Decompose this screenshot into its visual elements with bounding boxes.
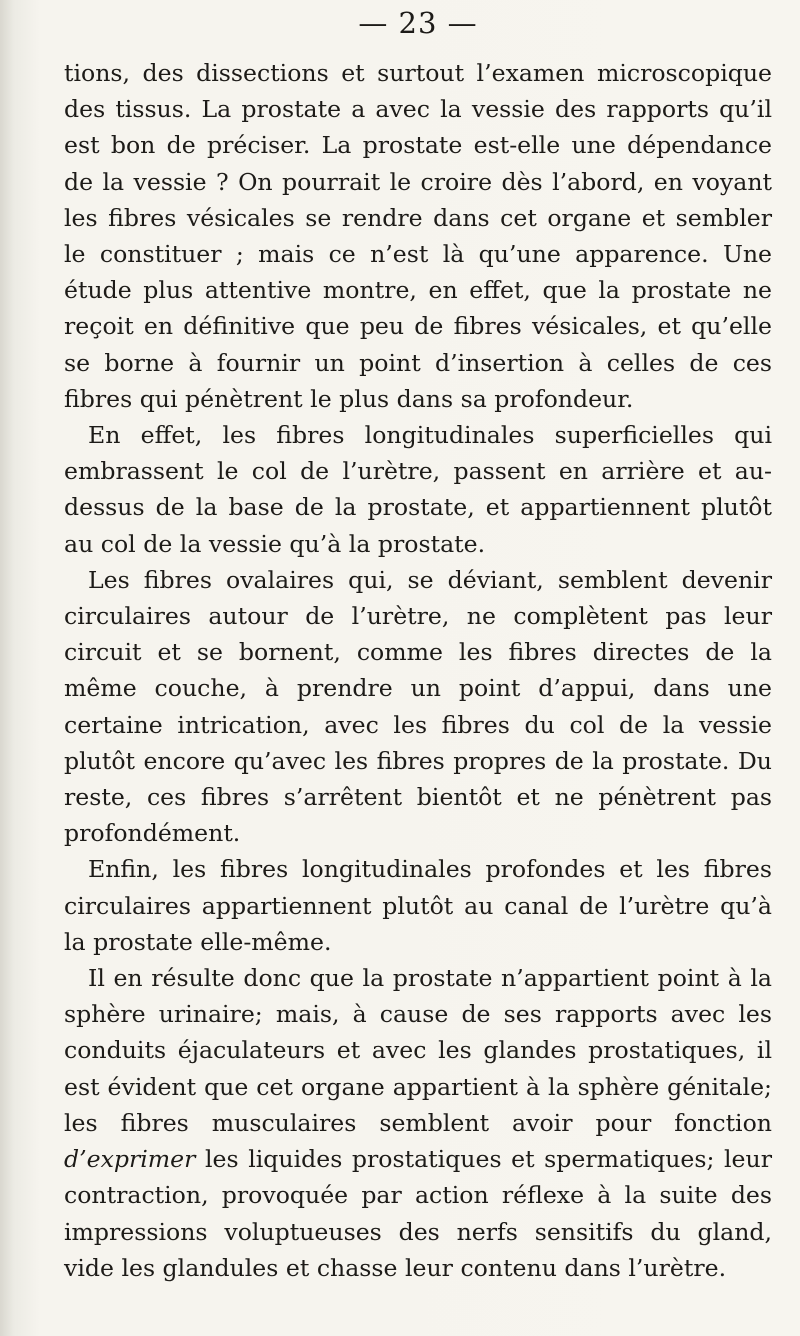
body-text [64, 55, 772, 1286]
paragraph-1: tions, des dissections et surtout l’examen microscopique des tissus. La prostate a avec la vessie des rapports qu’il est bon de préciser. La prostate est-elle une dépendance de la vessie ? On pourrait le croire dès l’abord, en voyant les fibres vésicales se rendre dans cet organe et sembler le constituer ; mais ce n’est là qu’une apparence. Une étude plus attentive montre, en effet, que la prostate ne reçoit en définitive que peu de fibres vésicales, et qu’elle se borne à fournir un point d’insertion à celles de ces fibres qui pénètrent le plus dans sa profondeur. [64, 59, 772, 413]
paragraph-4: Enfin, les fibres longitudinales profondes et les fibres circulaires appartiennent plutôt au canal de l’urètre qu’à la prostate elle-même. [64, 855, 772, 956]
paragraph-2: En effet, les fibres longitudinales superficielles qui embrassent le col de l’urètre, passent en arrière et au-dessus de la base de la prostate, et appartiennent plutôt au col de la vessie qu’à la prostate. [64, 421, 772, 558]
paragraph-5 [64, 960, 772, 1286]
page-number: — 23 — [358, 6, 478, 40]
paragraph-5-emphasis: d’exprimer [64, 1145, 196, 1174]
paragraph-5-text-before: Il en résulte donc que la prostate n’appartient point à la sphère urinaire; mais, à cause de ses rapports avec les conduits éjaculateurs et avec les glandes prostatiques, il est évident que cet organe appartient à la sphère génitale; les fibres musculaires semblent avoir pour fonction [64, 964, 772, 1137]
paragraph-3: Les fibres ovalaires qui, se déviant, semblent devenir circulaires autour de l’urètre, ne complètent pas leur circuit et se bornent, comme les fibres directes de la même couche, à prendre un point d’appui, dans une certaine intrication, avec les fibres du col de la vessie plutôt encore qu’avec les fibres propres de la prostate. Du reste, ces fibres s’arrêtent bientôt et ne pénètrent pas profondément. [64, 565, 772, 848]
paragraph-5-text-after: les liquides prostatiques et spermatiques; leur contraction, provoquée par action réflexe à la suite des impressions voluptueuses des nerfs sensitifs du gland, vide les glandules et chasse leur contenu dans l’urètre. [64, 1145, 772, 1282]
